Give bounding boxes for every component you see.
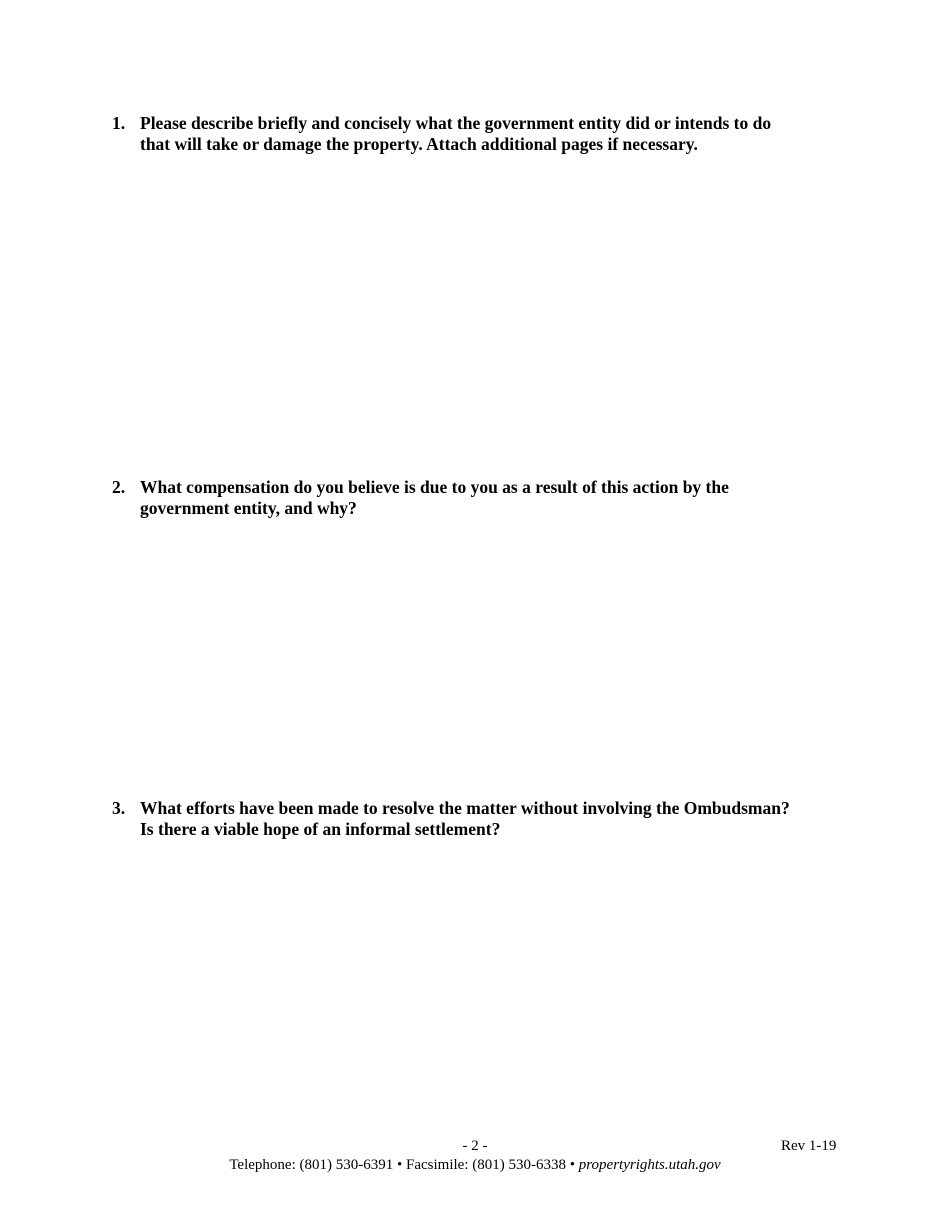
question-3	[112, 798, 852, 840]
question-2	[112, 477, 852, 519]
contact-line	[0, 1156, 950, 1174]
facsimile: Facsimile: (801) 530-6338	[406, 1157, 566, 1173]
question-text-line: What compensation do you believe is due to you as a result of this action by the	[140, 477, 729, 497]
question-text-line: Please describe briefly and concisely what the government entity did or intends to do	[140, 113, 772, 133]
question-text-line: that will take or damage the property. Attach additional pages if necessary.	[140, 134, 698, 154]
question-number: 1.	[112, 113, 126, 133]
question-text	[140, 477, 852, 519]
page-number: - 2 -	[462, 1138, 488, 1154]
revision-label: Rev 1-19	[781, 1138, 837, 1154]
question-number: 2.	[112, 477, 126, 497]
question-text	[140, 798, 852, 840]
question-1	[112, 113, 852, 155]
question-text-line: Is there a viable hope of an informal settlement?	[140, 819, 501, 839]
separator: •	[569, 1157, 575, 1173]
question-text-line: government entity, and why?	[140, 498, 357, 518]
separator: •	[396, 1157, 403, 1173]
website-link[interactable]: propertyrights.utah.gov	[578, 1157, 721, 1173]
question-number: 3.	[112, 798, 126, 818]
question-text-line: What efforts have been made to resolve the matter without involving the Ombudsman?	[140, 798, 790, 818]
question-text	[140, 113, 852, 155]
telephone: Telephone: (801) 530-6391	[229, 1157, 394, 1173]
